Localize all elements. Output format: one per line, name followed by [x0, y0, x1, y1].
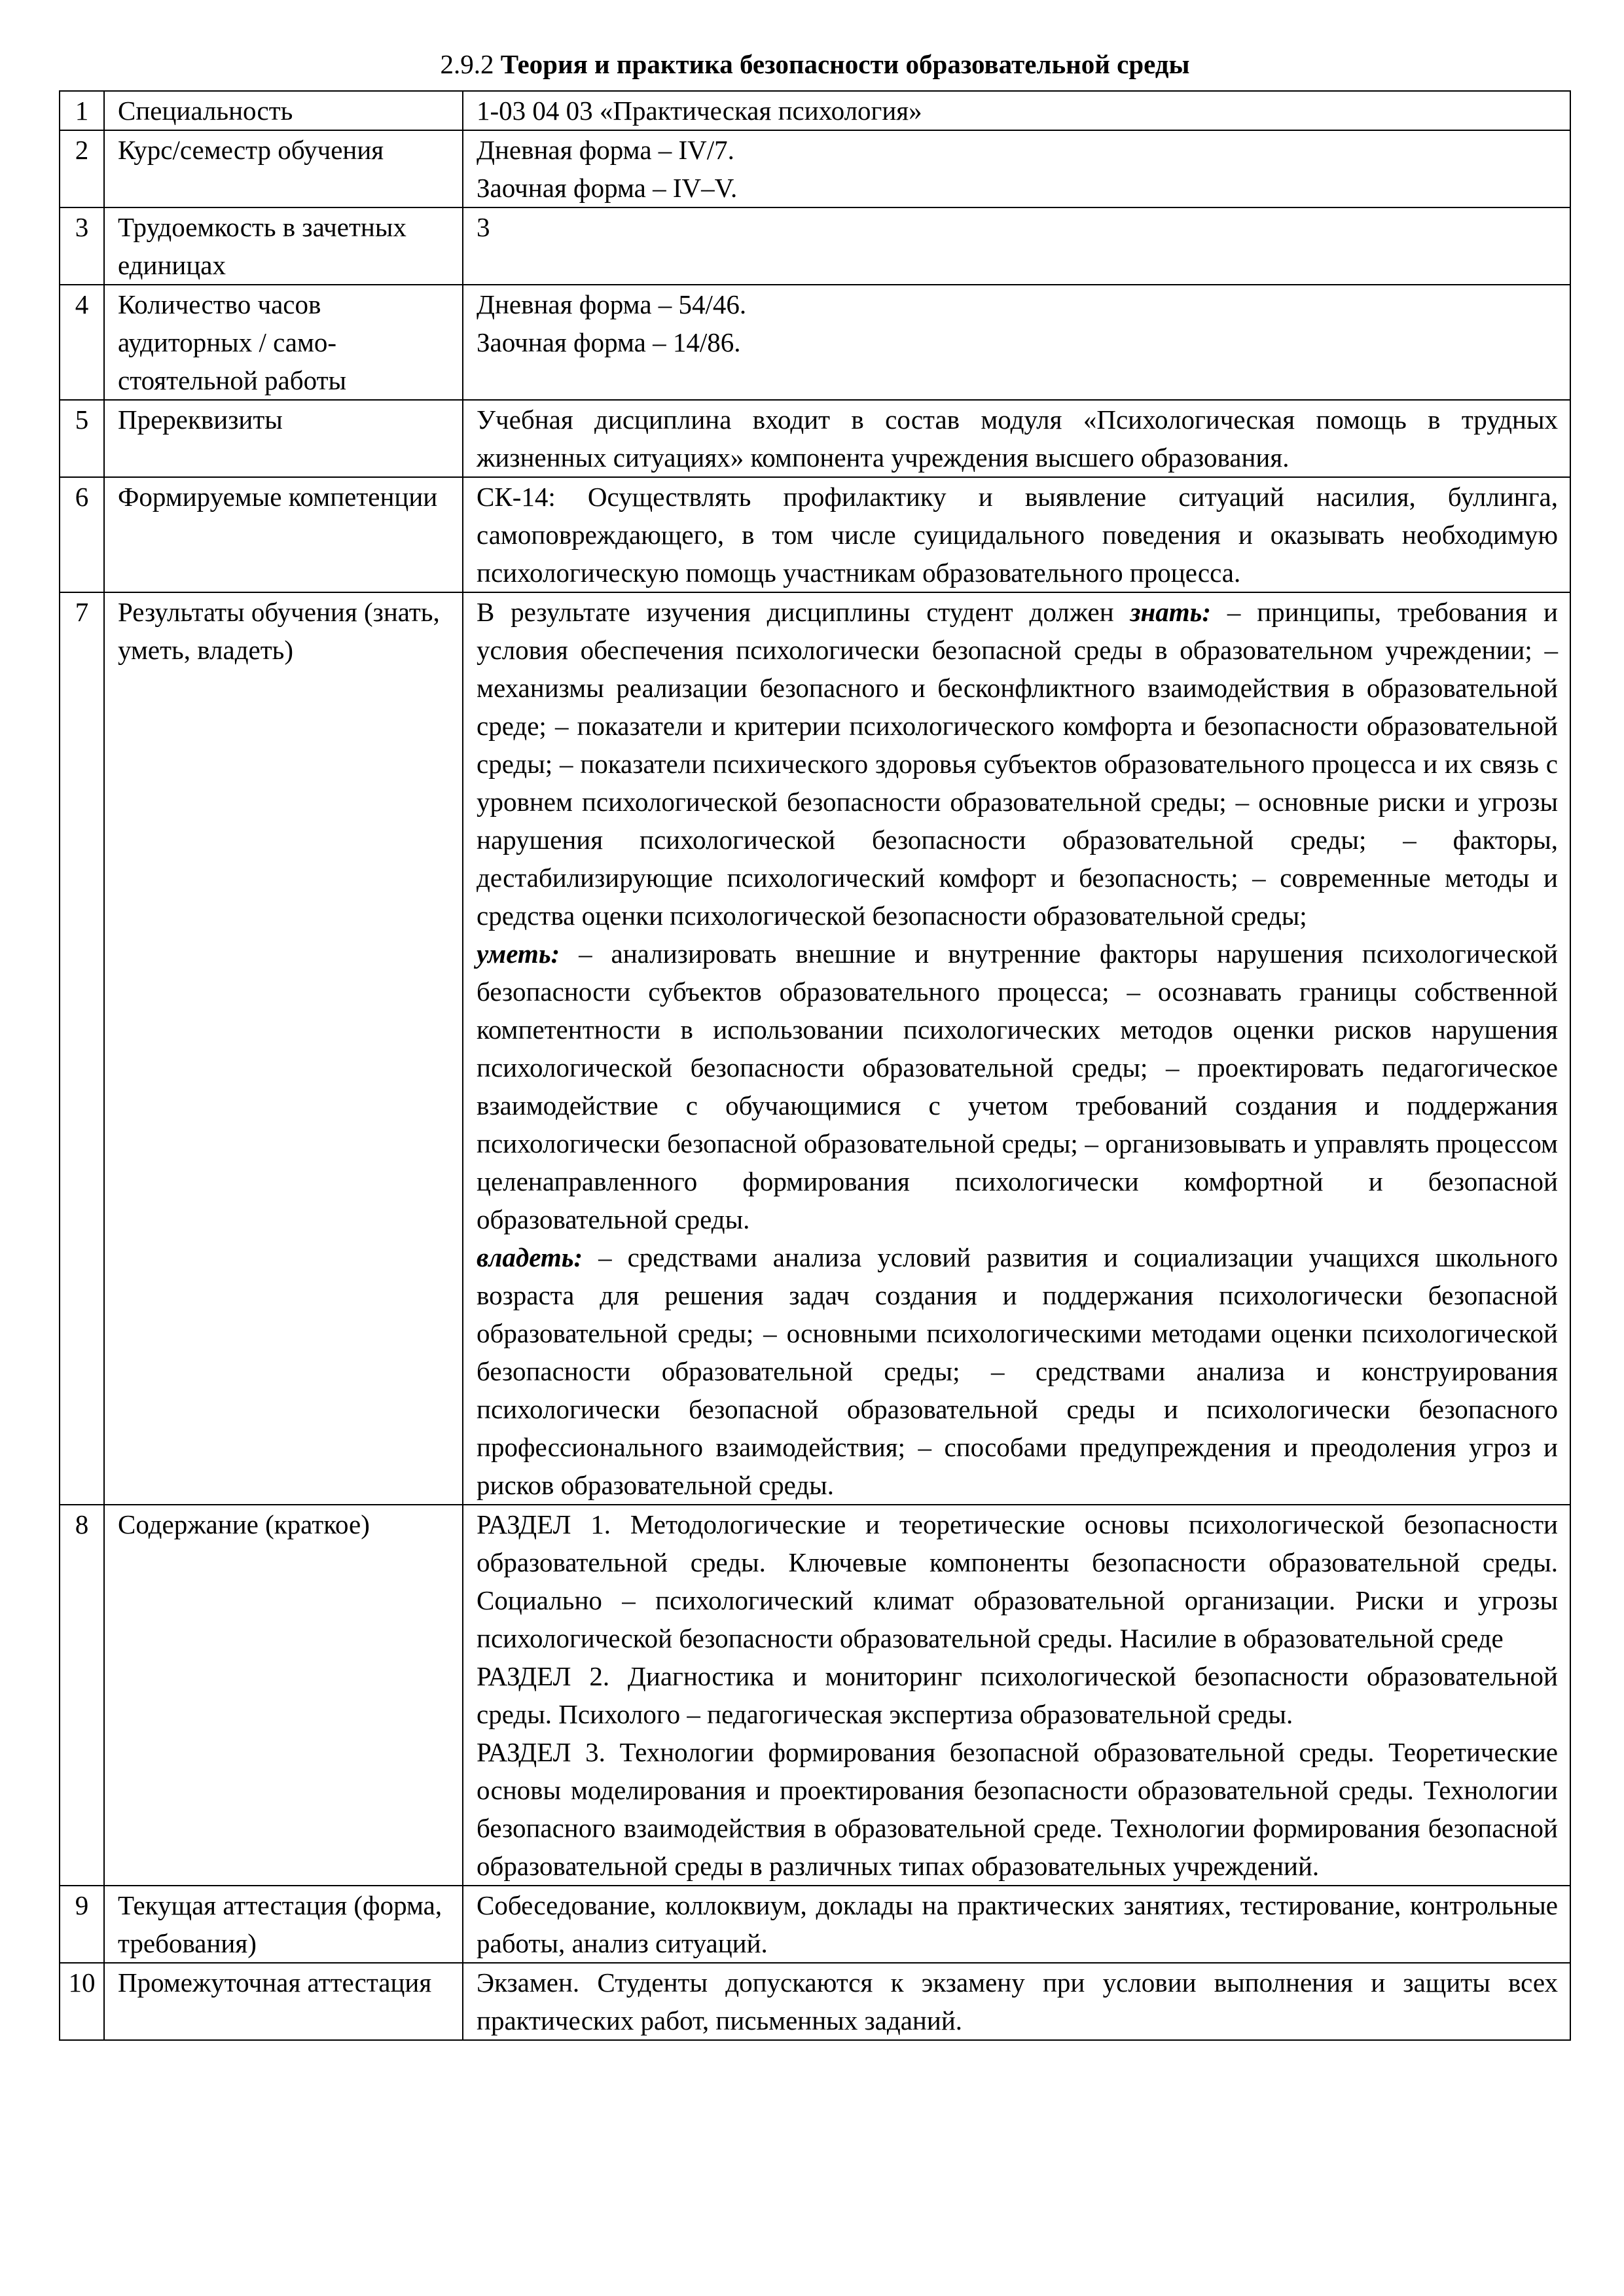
row-number: 5 [60, 400, 104, 477]
table-row [60, 285, 1570, 400]
content-line: Дневная форма – 54/46. [477, 289, 747, 319]
content-section: РАЗДЕЛ 2. Диагностика и мониторинг психологической безопасности образовательной среды. Психолого – педагогическая экспертиза образовательной среды. [477, 1661, 1558, 1729]
row-label: Формируемые компетенции [104, 477, 463, 592]
table-row [60, 1505, 1570, 1886]
row-label: Промежуточная аттестация [104, 1963, 463, 2040]
title-number: 2.9.2 [440, 49, 494, 79]
row-content [463, 207, 1570, 285]
learning-intro: В результате изучения дисциплины студент должен [477, 597, 1130, 627]
row-content: Собеседование, коллоквиум, доклады на практических занятиях, тестирование, контрольные работы, анализ ситуаций. [463, 1886, 1570, 1963]
row-content [463, 91, 1570, 130]
know-text: – принципы, требования и условия обеспечения психологически безопасной среды в образовательном учреждении; – механизмы реализации безопасного и бесконфликтного взаимодействия в образовательной среде; – показатели и критерии психологического комфорта и безопасности образовательной среды; – показатели психического здоровья субъектов образовательного процесса и их связь с уровнем психологической безопасности образовательной среды; – основные риски и угрозы нарушения психологической безопасности образовательной среды; – факторы, дестабилизирующие психологический комфорт и безопасность; – современные методы и средства оценки психологической безопасности образовательной среды; [477, 597, 1558, 931]
learning-own [477, 1238, 1558, 1504]
row-label: Курс/семестр обучения [104, 130, 463, 207]
document-page [59, 46, 1571, 2041]
table-row [60, 1886, 1570, 1963]
title-text: Теория и практика безопасности образовательной среды [500, 49, 1190, 79]
table-row [60, 592, 1570, 1505]
own-label: владеть: [477, 1242, 583, 1272]
table-row [60, 91, 1570, 130]
row-content [463, 1505, 1570, 1886]
row-number: 1 [60, 91, 104, 130]
know-label: знать: [1130, 597, 1212, 627]
page-title [59, 46, 1571, 82]
discipline-table [59, 90, 1571, 2041]
row-number: 4 [60, 285, 104, 400]
content-line: Дневная форма – IV/7. [477, 135, 734, 165]
own-text: – средствами анализа условий развития и социализации учащихся школьного возраста для решения задач создания и поддержания психологически безопасной образовательной среды; – основными психологическими методами оценки психологической безопасности образовательной среды; – средствами анализа и конструирования психологически безопасной образовательной среды и психологически безопасного профессионального взаимодействия; – способами предупреждения и преодоления угроз и рисков образовательной среды. [477, 1242, 1558, 1500]
row-label: Трудоемкость в зачетных единицах [104, 207, 463, 285]
row-label: Специальность [104, 91, 463, 130]
row-content [463, 592, 1570, 1505]
row-label: Содержание (краткое) [104, 1505, 463, 1886]
table-row [60, 400, 1570, 477]
content-line: 3 [477, 212, 490, 242]
row-number: 10 [60, 1963, 104, 2040]
row-number: 8 [60, 1505, 104, 1886]
row-label: Текущая аттестация (форма, требования) [104, 1886, 463, 1963]
row-content [463, 130, 1570, 207]
table-row [60, 1963, 1570, 2040]
content-line: 1-03 04 03 «Практическая психология» [477, 96, 922, 126]
table-row [60, 477, 1570, 592]
row-content: Учебная дисциплина входит в состав модуля «Психологическая помощь в трудных жизненных ситуациях» компонента учреждения высшего образования. [463, 400, 1570, 477]
row-content [463, 285, 1570, 400]
row-label: Пререквизиты [104, 400, 463, 477]
learning-can [477, 935, 1558, 1238]
can-label: уметь: [477, 939, 560, 969]
content-section: РАЗДЕЛ 1. Методологические и теоретические основы психологической безопасности образовательной среды. Ключевые компоненты безопасности образовательной среды. Социально – психологический климат образовательной организации. Риски и угрозы психологической безопасности образовательной среды. Насилие в образовательной среде [477, 1509, 1558, 1653]
content-line: Заочная форма – IV–V. [477, 173, 738, 203]
row-content: СК-14: Осуществлять профилактику и выявление ситуаций насилия, буллинга, самоповреждающего, в том числе суицидального поведения и оказывать необходимую психологическую помощь участникам образовательного процесса. [463, 477, 1570, 592]
can-text: – анализировать внешние и внутренние факторы нарушения психологической безопасности субъектов образовательного процесса; – осознавать границы собственной компетентности в использовании психологических методов оценки рисков нарушения психологической безопасности образовательной среды; – проектировать педагогическое взаимодействие с обучающимися с учетом требований создания и поддержания психологически безопасной образовательной среды; – организовывать и управлять процессом целенаправленного формирования психологически комфортной и безопасной образовательной среды. [477, 939, 1558, 1234]
row-number: 7 [60, 592, 104, 1505]
learning-know [477, 593, 1558, 935]
row-content: Экзамен. Студенты допускаются к экзамену при условии выполнения и защиты всех практических работ, письменных заданий. [463, 1963, 1570, 2040]
table-row [60, 207, 1570, 285]
row-number: 9 [60, 1886, 104, 1963]
content-section: РАЗДЕЛ 3. Технологии формирования безопасной образовательной среды. Теоретические основы моделирования и проектирования безопасности образовательной среды. Технологии безопасного взаимодействия в образовательной среде. Технологии формирования безопасной образовательной среды в различных типах образовательных учреждений. [477, 1737, 1558, 1881]
row-label: Количество часов аудиторных / само-стоятельной работы [104, 285, 463, 400]
row-label: Результаты обучения (знать, уметь, владеть) [104, 592, 463, 1505]
row-number: 3 [60, 207, 104, 285]
row-number: 2 [60, 130, 104, 207]
row-number: 6 [60, 477, 104, 592]
table-row [60, 130, 1570, 207]
content-line: Заочная форма – 14/86. [477, 327, 741, 357]
